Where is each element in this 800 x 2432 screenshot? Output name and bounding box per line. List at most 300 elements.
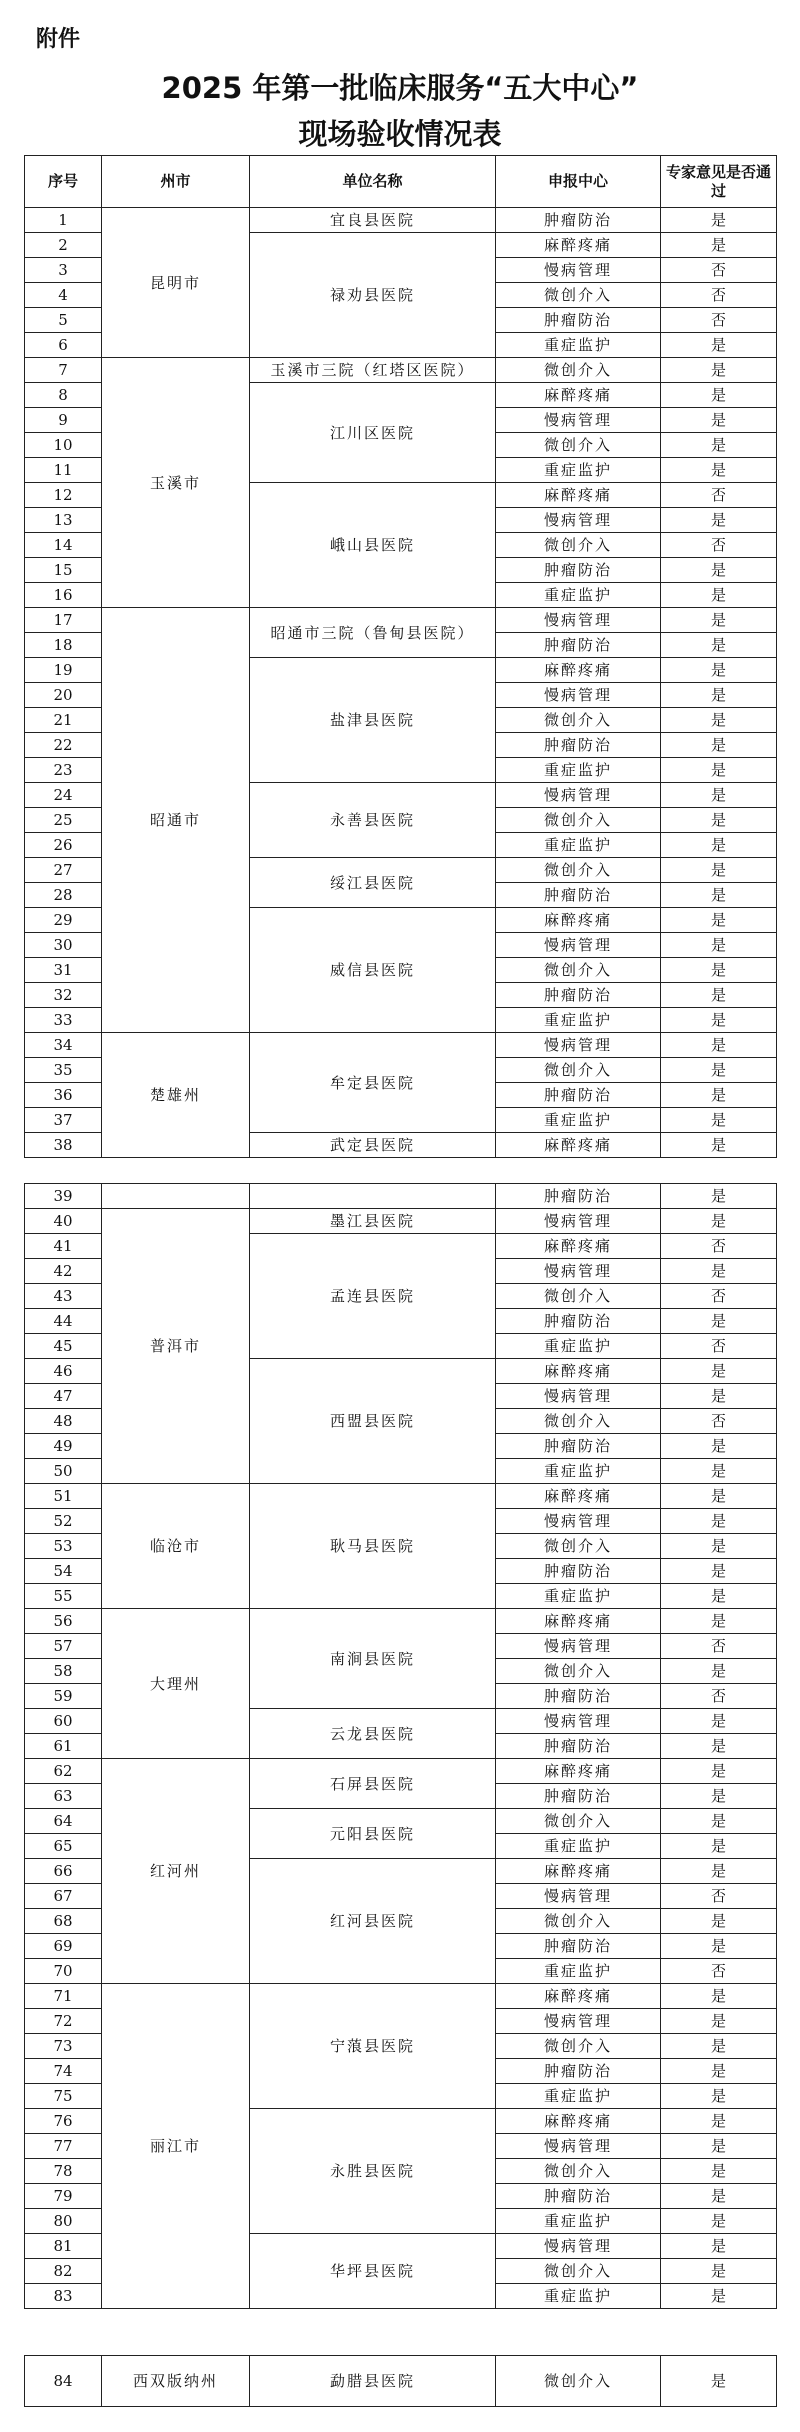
page-subtitle: 现场验收情况表: [298, 117, 502, 151]
row-center: 重症监护: [496, 583, 661, 608]
row-opinion: 是: [661, 808, 777, 833]
row-seq: 71: [25, 1984, 102, 2009]
row-seq: 7: [25, 358, 102, 383]
table-row: [25, 1184, 777, 1209]
row-seq: 16: [25, 583, 102, 608]
row-opinion: 是: [661, 1434, 777, 1459]
row-opinion: 否: [661, 1634, 777, 1659]
row-seq: 78: [25, 2159, 102, 2184]
row-opinion: 是: [661, 1509, 777, 1534]
row-opinion: 是: [661, 1108, 777, 1133]
row-seq: 82: [25, 2259, 102, 2284]
row-center: 肿瘤防治: [496, 1934, 661, 1959]
row-center: 肿瘤防治: [496, 1083, 661, 1108]
row-seq: 15: [25, 558, 102, 583]
row-opinion: 是: [661, 233, 777, 258]
row-center: 慢病管理: [496, 1709, 661, 1734]
row-opinion: 是: [661, 908, 777, 933]
row-seq: 65: [25, 1834, 102, 1859]
row-seq: 47: [25, 1384, 102, 1409]
table-row: [25, 1033, 777, 1058]
row-center: 微创介入: [496, 858, 661, 883]
row-center: 慢病管理: [496, 1509, 661, 1534]
row-opinion: 是: [661, 958, 777, 983]
page-title: 2025 年第一批临床服务“五大中心”: [161, 71, 639, 105]
row-seq: 75: [25, 2084, 102, 2109]
row-opinion: 是: [661, 858, 777, 883]
row-seq: 43: [25, 1284, 102, 1309]
row-center: 麻醉疼痛: [496, 1484, 661, 1509]
row-center: 微创介入: [496, 1284, 661, 1309]
row-seq: 5: [25, 308, 102, 333]
row-opinion: 是: [661, 2356, 777, 2407]
row-seq: 51: [25, 1484, 102, 1509]
row-opinion: 是: [661, 1309, 777, 1334]
row-opinion: 是: [661, 433, 777, 458]
row-city: 红河州: [102, 1759, 250, 1984]
row-city: 楚雄州: [102, 1033, 250, 1158]
acceptance-table-part-1: [24, 155, 777, 1158]
row-hospital: 盐津县医院: [250, 658, 496, 783]
row-center: 重症监护: [496, 758, 661, 783]
table-row: [25, 608, 777, 633]
row-seq: 63: [25, 1784, 102, 1809]
row-center: 麻醉疼痛: [496, 1234, 661, 1259]
row-seq: 44: [25, 1309, 102, 1334]
row-hospital: 红河县医院: [250, 1859, 496, 1984]
row-center: 微创介入: [496, 433, 661, 458]
row-seq: 17: [25, 608, 102, 633]
row-center: 麻醉疼痛: [496, 908, 661, 933]
row-opinion: 否: [661, 483, 777, 508]
row-seq: 83: [25, 2284, 102, 2309]
row-seq: 81: [25, 2234, 102, 2259]
row-opinion: 是: [661, 933, 777, 958]
row-hospital: 威信县医院: [250, 908, 496, 1033]
row-center: 肿瘤防治: [496, 1734, 661, 1759]
row-hospital: 云龙县医院: [250, 1709, 496, 1759]
row-center: 肿瘤防治: [496, 733, 661, 758]
row-hospital: 玉溪市三院（红塔区医院）: [250, 358, 496, 383]
row-seq: 39: [25, 1184, 102, 1209]
row-seq: 18: [25, 633, 102, 658]
row-opinion: 是: [661, 333, 777, 358]
row-seq: 59: [25, 1684, 102, 1709]
row-seq: 34: [25, 1033, 102, 1058]
row-seq: 1: [25, 208, 102, 233]
row-center: 重症监护: [496, 1459, 661, 1484]
acceptance-table-part-2: [24, 1183, 777, 2309]
row-seq: 66: [25, 1859, 102, 1884]
row-opinion: 是: [661, 1008, 777, 1033]
row-seq: 49: [25, 1434, 102, 1459]
row-seq: 20: [25, 683, 102, 708]
row-center: 慢病管理: [496, 408, 661, 433]
row-center: 微创介入: [496, 708, 661, 733]
row-center: 重症监护: [496, 1959, 661, 1984]
row-center: 肿瘤防治: [496, 1559, 661, 1584]
row-seq: 10: [25, 433, 102, 458]
row-center: 慢病管理: [496, 933, 661, 958]
row-seq: 38: [25, 1133, 102, 1158]
row-seq: 70: [25, 1959, 102, 1984]
row-center: 肿瘤防治: [496, 2059, 661, 2084]
row-opinion: 是: [661, 1809, 777, 1834]
row-opinion: 是: [661, 658, 777, 683]
table-row: [25, 1209, 777, 1234]
row-opinion: 是: [661, 458, 777, 483]
row-hospital: 耿马县医院: [250, 1484, 496, 1609]
acceptance-table-part-3: [24, 2355, 777, 2407]
row-seq: 55: [25, 1584, 102, 1609]
header-city: 州市: [102, 156, 250, 208]
row-opinion: 是: [661, 2159, 777, 2184]
row-center: 慢病管理: [496, 1634, 661, 1659]
row-opinion: 是: [661, 208, 777, 233]
row-seq: 33: [25, 1008, 102, 1033]
row-city: 西双版纳州: [102, 2356, 250, 2407]
table-row: [25, 1609, 777, 1634]
row-seq: 28: [25, 883, 102, 908]
row-opinion: 否: [661, 308, 777, 333]
row-hospital: 绥江县医院: [250, 858, 496, 908]
row-center: 慢病管理: [496, 783, 661, 808]
row-center: 肿瘤防治: [496, 983, 661, 1008]
row-seq: 56: [25, 1609, 102, 1634]
row-opinion: 是: [661, 1659, 777, 1684]
row-center: 慢病管理: [496, 2134, 661, 2159]
row-opinion: 是: [661, 783, 777, 808]
row-seq: 8: [25, 383, 102, 408]
row-opinion: 否: [661, 258, 777, 283]
row-center: 麻醉疼痛: [496, 1609, 661, 1634]
row-center: 慢病管理: [496, 683, 661, 708]
row-opinion: 是: [661, 1384, 777, 1409]
row-opinion: 是: [661, 1584, 777, 1609]
header-center: 申报中心: [496, 156, 661, 208]
row-opinion: 是: [661, 2034, 777, 2059]
row-hospital: 禄劝县医院: [250, 233, 496, 358]
row-center: 微创介入: [496, 533, 661, 558]
row-center: 重症监护: [496, 1584, 661, 1609]
row-opinion: 是: [661, 1184, 777, 1209]
row-seq: 72: [25, 2009, 102, 2034]
row-seq: 52: [25, 1509, 102, 1534]
row-center: 微创介入: [496, 2034, 661, 2059]
row-seq: 31: [25, 958, 102, 983]
row-seq: 29: [25, 908, 102, 933]
table-row: [25, 1484, 777, 1509]
row-center: 慢病管理: [496, 608, 661, 633]
row-opinion: 是: [661, 1709, 777, 1734]
row-center: 微创介入: [496, 358, 661, 383]
row-opinion: 是: [661, 1909, 777, 1934]
row-seq: 76: [25, 2109, 102, 2134]
row-opinion: 是: [661, 608, 777, 633]
row-opinion: 是: [661, 1984, 777, 2009]
row-opinion: 是: [661, 2059, 777, 2084]
row-center: 慢病管理: [496, 1384, 661, 1409]
row-center: 肿瘤防治: [496, 2184, 661, 2209]
row-center: 慢病管理: [496, 2234, 661, 2259]
row-opinion: 是: [661, 2009, 777, 2034]
row-center: 肿瘤防治: [496, 1784, 661, 1809]
row-seq: 4: [25, 283, 102, 308]
row-seq: 50: [25, 1459, 102, 1484]
row-city: 昆明市: [102, 208, 250, 358]
row-center: 微创介入: [496, 2159, 661, 2184]
row-opinion: 是: [661, 2109, 777, 2134]
row-opinion: 是: [661, 1859, 777, 1884]
row-seq: 6: [25, 333, 102, 358]
row-opinion: 是: [661, 1784, 777, 1809]
row-center: 慢病管理: [496, 508, 661, 533]
row-seq: 41: [25, 1234, 102, 1259]
row-center: 重症监护: [496, 2209, 661, 2234]
row-opinion: 否: [661, 1284, 777, 1309]
row-opinion: 是: [661, 2284, 777, 2309]
row-seq: 35: [25, 1058, 102, 1083]
row-opinion: 是: [661, 2259, 777, 2284]
row-center: 麻醉疼痛: [496, 1859, 661, 1884]
row-seq: 73: [25, 2034, 102, 2059]
row-center: 麻醉疼痛: [496, 483, 661, 508]
row-city: [102, 1184, 250, 1209]
row-seq: 40: [25, 1209, 102, 1234]
row-seq: 2: [25, 233, 102, 258]
row-seq: 74: [25, 2059, 102, 2084]
row-center: 慢病管理: [496, 1209, 661, 1234]
row-opinion: 是: [661, 758, 777, 783]
row-city: 丽江市: [102, 1984, 250, 2309]
row-hospital: 孟连县医院: [250, 1234, 496, 1359]
row-center: 肿瘤防治: [496, 633, 661, 658]
row-seq: 62: [25, 1759, 102, 1784]
row-hospital: 宁蒗县医院: [250, 1984, 496, 2109]
row-seq: 42: [25, 1259, 102, 1284]
row-seq: 79: [25, 2184, 102, 2209]
row-opinion: 是: [661, 1759, 777, 1784]
row-seq: 13: [25, 508, 102, 533]
row-opinion: 是: [661, 683, 777, 708]
row-center: 麻醉疼痛: [496, 1133, 661, 1158]
row-center: 微创介入: [496, 1409, 661, 1434]
row-center: 麻醉疼痛: [496, 1984, 661, 2009]
row-hospital: 勐腊县医院: [250, 2356, 496, 2407]
row-opinion: 是: [661, 508, 777, 533]
row-opinion: 是: [661, 733, 777, 758]
row-opinion: 是: [661, 708, 777, 733]
row-city: 玉溪市: [102, 358, 250, 608]
row-opinion: 是: [661, 1484, 777, 1509]
table-row: [25, 2356, 777, 2407]
row-center: 肿瘤防治: [496, 1184, 661, 1209]
row-hospital: 墨江县医院: [250, 1209, 496, 1234]
row-seq: 37: [25, 1108, 102, 1133]
row-center: 麻醉疼痛: [496, 1359, 661, 1384]
row-opinion: 是: [661, 1834, 777, 1859]
row-center: 麻醉疼痛: [496, 658, 661, 683]
row-hospital: 昭通市三院（鲁甸县医院）: [250, 608, 496, 658]
table-row: [25, 1984, 777, 2009]
row-opinion: 否: [661, 1334, 777, 1359]
row-center: 重症监护: [496, 1334, 661, 1359]
row-seq: 67: [25, 1884, 102, 1909]
row-opinion: 否: [661, 1959, 777, 1984]
row-center: 微创介入: [496, 808, 661, 833]
row-seq: 24: [25, 783, 102, 808]
row-seq: 80: [25, 2209, 102, 2234]
row-opinion: 是: [661, 1934, 777, 1959]
row-seq: 25: [25, 808, 102, 833]
row-center: 肿瘤防治: [496, 1684, 661, 1709]
row-center: 麻醉疼痛: [496, 2109, 661, 2134]
row-hospital: 永胜县医院: [250, 2109, 496, 2234]
row-opinion: 是: [661, 1259, 777, 1284]
row-opinion: 是: [661, 633, 777, 658]
row-hospital: 牟定县医院: [250, 1033, 496, 1133]
row-opinion: 是: [661, 2234, 777, 2259]
row-opinion: 是: [661, 383, 777, 408]
row-center: 麻醉疼痛: [496, 1759, 661, 1784]
row-seq: 69: [25, 1934, 102, 1959]
attachment-label: 附件: [36, 27, 81, 52]
row-hospital: 宜良县医院: [250, 208, 496, 233]
row-center: 慢病管理: [496, 1884, 661, 1909]
table-row: [25, 1759, 777, 1784]
row-opinion: 是: [661, 2209, 777, 2234]
row-seq: 84: [25, 2356, 102, 2407]
row-opinion: 是: [661, 1058, 777, 1083]
row-opinion: 是: [661, 358, 777, 383]
row-center: 慢病管理: [496, 2009, 661, 2034]
row-opinion: 是: [661, 408, 777, 433]
row-hospital: 元阳县医院: [250, 1809, 496, 1859]
row-seq: 36: [25, 1083, 102, 1108]
row-opinion: 是: [661, 2184, 777, 2209]
row-center: 微创介入: [496, 1809, 661, 1834]
row-seq: 61: [25, 1734, 102, 1759]
row-seq: 32: [25, 983, 102, 1008]
row-seq: 60: [25, 1709, 102, 1734]
row-hospital: 武定县医院: [250, 1133, 496, 1158]
row-opinion: 是: [661, 883, 777, 908]
header-opinion: 专家意见是否通过: [661, 156, 777, 208]
row-center: 微创介入: [496, 1909, 661, 1934]
row-center: 重症监护: [496, 1008, 661, 1033]
row-center: 微创介入: [496, 2259, 661, 2284]
row-opinion: 否: [661, 1409, 777, 1434]
row-center: 慢病管理: [496, 1033, 661, 1058]
row-opinion: 是: [661, 1734, 777, 1759]
row-center: 重症监护: [496, 1834, 661, 1859]
row-seq: 14: [25, 533, 102, 558]
row-center: 微创介入: [496, 2356, 661, 2407]
row-opinion: 是: [661, 2084, 777, 2109]
row-opinion: 是: [661, 1209, 777, 1234]
row-seq: 46: [25, 1359, 102, 1384]
table-row: [25, 358, 777, 383]
row-seq: 27: [25, 858, 102, 883]
row-center: 麻醉疼痛: [496, 233, 661, 258]
row-seq: 57: [25, 1634, 102, 1659]
row-center: 肿瘤防治: [496, 883, 661, 908]
row-opinion: 否: [661, 1684, 777, 1709]
row-seq: 45: [25, 1334, 102, 1359]
row-seq: 21: [25, 708, 102, 733]
row-seq: 58: [25, 1659, 102, 1684]
row-opinion: 是: [661, 1559, 777, 1584]
row-center: 慢病管理: [496, 258, 661, 283]
row-center: 肿瘤防治: [496, 308, 661, 333]
row-seq: 26: [25, 833, 102, 858]
row-hospital: [250, 1184, 496, 1209]
row-city: 大理州: [102, 1609, 250, 1759]
row-city: 普洱市: [102, 1209, 250, 1484]
row-seq: 30: [25, 933, 102, 958]
row-seq: 54: [25, 1559, 102, 1584]
row-hospital: 石屏县医院: [250, 1759, 496, 1809]
row-seq: 68: [25, 1909, 102, 1934]
row-opinion: 是: [661, 2134, 777, 2159]
row-opinion: 是: [661, 558, 777, 583]
row-center: 重症监护: [496, 2284, 661, 2309]
row-city: 昭通市: [102, 608, 250, 1033]
row-center: 重症监护: [496, 458, 661, 483]
row-opinion: 是: [661, 1083, 777, 1108]
row-center: 重症监护: [496, 833, 661, 858]
row-seq: 48: [25, 1409, 102, 1434]
row-seq: 19: [25, 658, 102, 683]
row-center: 肿瘤防治: [496, 208, 661, 233]
row-opinion: 是: [661, 1534, 777, 1559]
row-hospital: 南涧县医院: [250, 1609, 496, 1709]
row-opinion: 否: [661, 1884, 777, 1909]
row-opinion: 是: [661, 1459, 777, 1484]
row-opinion: 否: [661, 1234, 777, 1259]
row-seq: 23: [25, 758, 102, 783]
row-opinion: 是: [661, 1033, 777, 1058]
row-center: 重症监护: [496, 333, 661, 358]
row-center: 麻醉疼痛: [496, 383, 661, 408]
row-center: 微创介入: [496, 958, 661, 983]
row-seq: 3: [25, 258, 102, 283]
row-hospital: 永善县医院: [250, 783, 496, 858]
row-seq: 22: [25, 733, 102, 758]
row-opinion: 否: [661, 533, 777, 558]
row-city: 临沧市: [102, 1484, 250, 1609]
row-hospital: 江川区医院: [250, 383, 496, 483]
row-seq: 77: [25, 2134, 102, 2159]
row-opinion: 是: [661, 983, 777, 1008]
row-center: 微创介入: [496, 283, 661, 308]
table-row: [25, 208, 777, 233]
row-seq: 9: [25, 408, 102, 433]
row-center: 重症监护: [496, 2084, 661, 2109]
row-opinion: 是: [661, 583, 777, 608]
row-hospital: 西盟县医院: [250, 1359, 496, 1484]
row-center: 微创介入: [496, 1058, 661, 1083]
header-seq: 序号: [25, 156, 102, 208]
row-hospital: 峨山县医院: [250, 483, 496, 608]
row-seq: 64: [25, 1809, 102, 1834]
row-center: 微创介入: [496, 1534, 661, 1559]
header-unit: 单位名称: [250, 156, 496, 208]
row-center: 肿瘤防治: [496, 558, 661, 583]
row-opinion: 是: [661, 833, 777, 858]
row-opinion: 是: [661, 1133, 777, 1158]
row-opinion: 是: [661, 1609, 777, 1634]
